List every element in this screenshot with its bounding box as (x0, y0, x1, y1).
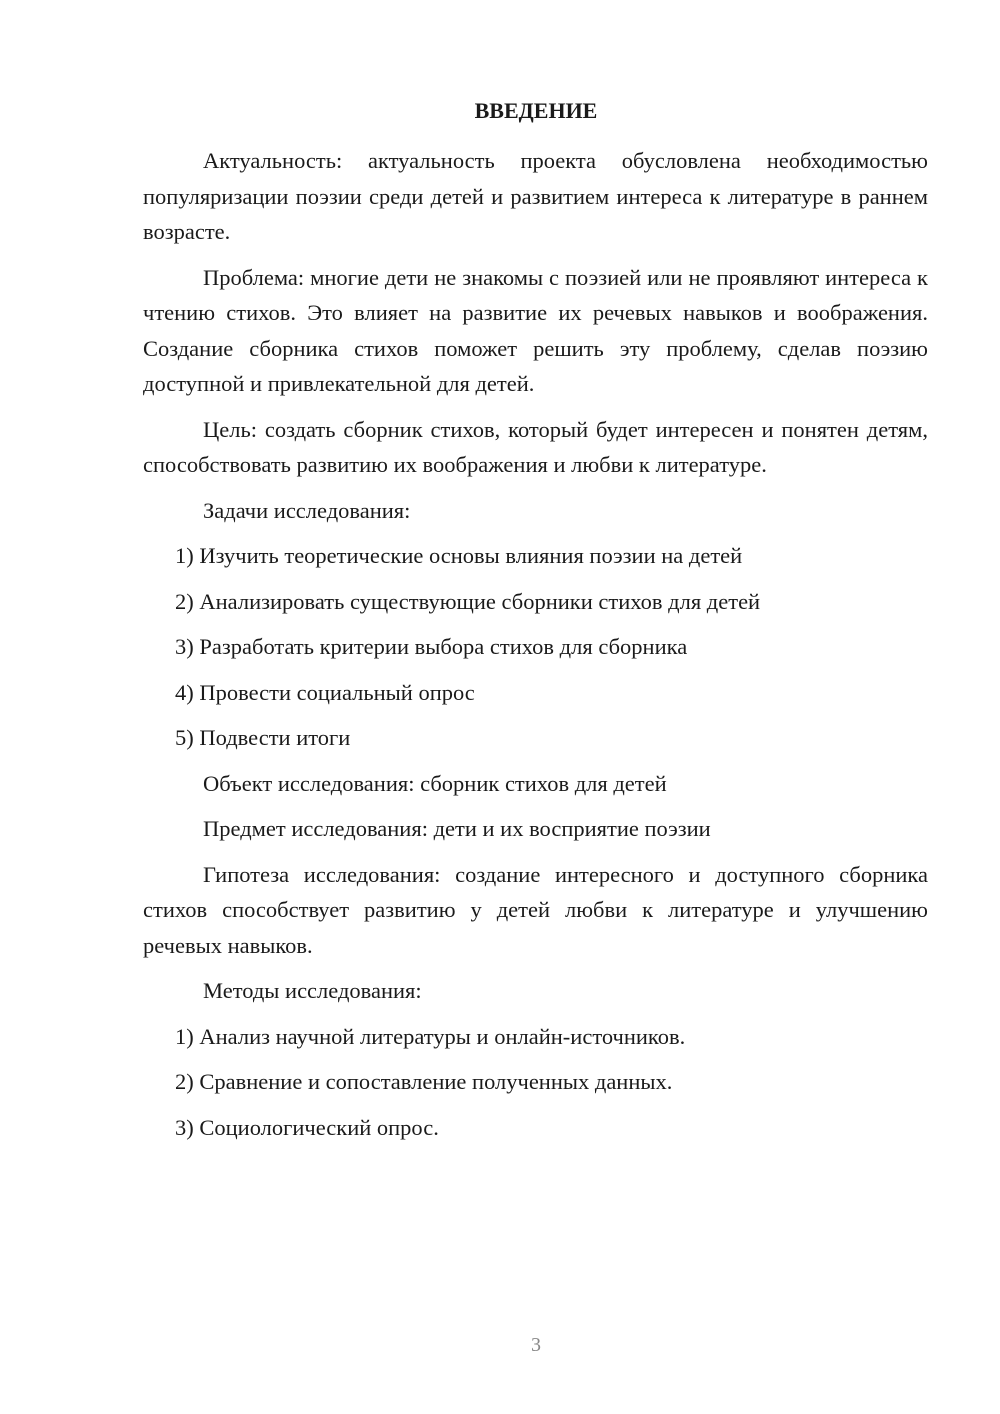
list-item: 5) Подвести итоги (175, 725, 351, 750)
research-object: Объект исследования: сборник стихов для детей (203, 770, 667, 796)
methods-heading: Методы исследования: (203, 978, 422, 1003)
document-body (143, 143, 928, 1155)
tasks-heading: Задачи исследования: (203, 497, 411, 523)
list-item: 3) Социологический опрос. (175, 1114, 439, 1140)
list-item: 1) Изучить теоретические основы влияния поэзии на детей (175, 543, 743, 568)
list-item: 4) Провести социальный опрос (175, 679, 475, 705)
methods-list (143, 1019, 928, 1146)
list-item: 1) Анализ научной литературы и онлайн-источников. (175, 1023, 686, 1049)
list-item: 2) Сравнение и сопоставление полученных данных. (175, 1069, 673, 1094)
research-subject: Предмет исследования: дети и их восприятие поэзии (203, 816, 711, 841)
page-number: 3 (531, 1334, 541, 1356)
problem-paragraph: Проблема: многие дети не знакомы с поэзией или не проявляют интереса к чтению стихов. Это влияет на развитие их речевых навыков и воображения. Создание сборника стихов поможет решить эту проблему, сделав поэзию доступной и привлекательной для детей. (143, 264, 928, 396)
hypothesis-paragraph: Гипотеза исследования: создание интересного и доступного сборника стихов способствует развитию у детей любви к литературе и улучшению речевых навыков. (143, 861, 928, 958)
tasks-list (143, 538, 928, 756)
relevance-paragraph: Актуальность: актуальность проекта обусловлена необходимостью популяризации поэзии среди детей и развитием интереса к литературе в раннем возрасте. (143, 148, 928, 244)
list-item: 2) Анализировать существующие сборники стихов для детей (175, 588, 761, 614)
page-title: ВВЕДЕНИЕ (474, 98, 598, 123)
list-item: 3) Разработать критерии выбора стихов для сборника (175, 634, 688, 659)
goal-paragraph: Цель: создать сборник стихов, который будет интересен и понятен детям, способствовать развитию их воображения и любви к литературе. (143, 416, 928, 477)
